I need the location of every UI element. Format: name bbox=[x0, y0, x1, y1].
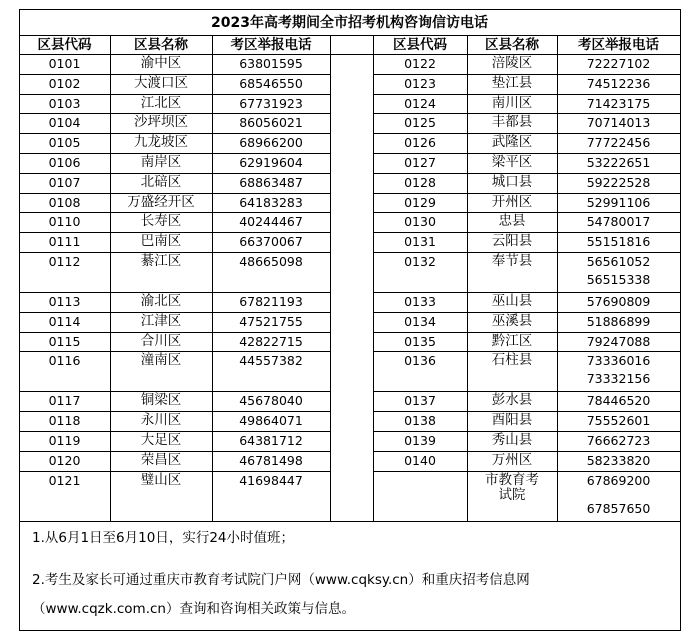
row-phone-left: 67821193 bbox=[239, 294, 303, 309]
row-phone-left: 40244467 bbox=[239, 214, 303, 230]
row-name-right: 涪陵区 bbox=[491, 55, 533, 71]
row-code-right: 0125 bbox=[404, 115, 436, 131]
row-name-right: 开州区 bbox=[491, 193, 533, 210]
row-phone-right: 77722456 bbox=[586, 135, 651, 151]
title-divider bbox=[19, 35, 681, 36]
row-code-right: 0129 bbox=[404, 194, 436, 210]
row-name-left: 大渡口区 bbox=[134, 74, 188, 91]
header-phone-right: 考区举报电话 bbox=[578, 37, 659, 53]
row-code-left: 0105 bbox=[48, 135, 81, 151]
row-phone-right: 67857650 bbox=[586, 500, 651, 516]
column-divider-left bbox=[330, 35, 331, 521]
row-phone-left: 47521755 bbox=[239, 313, 303, 329]
row-code-left: 0114 bbox=[48, 313, 81, 329]
row-name-left: 江北区 bbox=[140, 94, 182, 111]
row-phone-left: 63801595 bbox=[239, 56, 303, 71]
row-name-right: 垫江县 bbox=[491, 74, 533, 91]
row-code-left: 0113 bbox=[48, 294, 81, 309]
row-phone-left: 68546550 bbox=[239, 75, 303, 91]
row-phone-right: 59222528 bbox=[586, 174, 651, 190]
row-code-right: 0134 bbox=[404, 313, 436, 329]
row-phone-left: 68966200 bbox=[239, 135, 303, 151]
row-phone-right: 72227102 bbox=[586, 56, 651, 71]
row-name-left: 铜梁区 bbox=[140, 392, 182, 409]
row-name-right: 万州区 bbox=[491, 451, 533, 468]
row-name-left: 南岸区 bbox=[140, 154, 182, 170]
row-name-right: 奉节县 bbox=[491, 253, 533, 269]
row-name-left: 潼南区 bbox=[140, 352, 182, 369]
row-phone-right: 73336016 bbox=[586, 353, 651, 369]
row-phone-left: 86056021 bbox=[239, 115, 303, 131]
row-code-left: 0110 bbox=[48, 214, 81, 230]
row-code-right: 0139 bbox=[404, 433, 436, 448]
row-phone-right: 74512236 bbox=[586, 75, 651, 91]
row-name-left: 合川区 bbox=[140, 332, 182, 349]
row-phone-left: 45678040 bbox=[239, 393, 303, 409]
row-name-right: 梁平区 bbox=[491, 154, 533, 170]
row-name-left: 巴南区 bbox=[140, 233, 182, 250]
row-code-right: 0133 bbox=[404, 294, 436, 309]
row-phone-right: 56515338 bbox=[586, 272, 651, 287]
row-code-right: 0132 bbox=[404, 254, 436, 269]
row-phone-left: 46781498 bbox=[239, 452, 303, 468]
row-phone-left: 64381712 bbox=[239, 433, 303, 448]
row-phone-left: 48665098 bbox=[239, 254, 303, 269]
row-code-right: 0130 bbox=[404, 214, 436, 230]
note-1: 1.从6月1日至6月10日，实行24小时值班； bbox=[32, 530, 295, 546]
row-code-right: 0122 bbox=[404, 56, 436, 71]
row-name-right: 黔江区 bbox=[491, 332, 533, 349]
row-code-left: 0117 bbox=[48, 393, 81, 409]
row-phone-right: 78446520 bbox=[586, 393, 651, 409]
row-phone-left: 66370067 bbox=[239, 234, 303, 250]
row-name-left: 万盛经开区 bbox=[127, 193, 195, 210]
row-code-left: 0103 bbox=[48, 95, 81, 111]
row-phone-left: 68863487 bbox=[239, 174, 303, 190]
row-phone-right: 75552601 bbox=[586, 413, 651, 429]
row-name-left: 沙坪坝区 bbox=[134, 114, 188, 131]
row-phone-right: 70714013 bbox=[586, 115, 651, 131]
row-phone-left: 42822715 bbox=[239, 333, 303, 349]
row-name-left: 北碚区 bbox=[140, 173, 182, 190]
header-name-left: 区县名称 bbox=[134, 37, 188, 53]
row-name-right: 云阳县 bbox=[491, 233, 533, 250]
header-code-right: 区县代码 bbox=[393, 37, 447, 53]
row-name-right: 忠县 bbox=[498, 213, 526, 230]
row-name-left: 荣昌区 bbox=[140, 451, 182, 468]
row-name-right: 秀山县 bbox=[491, 432, 533, 448]
row-phone-right: 51886899 bbox=[586, 313, 651, 329]
row-phone-left: 44557382 bbox=[239, 353, 303, 369]
row-phone-right: 76662723 bbox=[586, 433, 651, 448]
row-name-left: 长寿区 bbox=[140, 213, 182, 230]
row-phone-right: 57690809 bbox=[586, 294, 651, 309]
row-code-right: 0131 bbox=[404, 234, 436, 250]
row-code-right: 0128 bbox=[404, 174, 436, 190]
row-code-left: 0101 bbox=[48, 56, 81, 71]
row-name-left: 永川区 bbox=[140, 412, 182, 429]
row-phone-right: 52991106 bbox=[586, 194, 651, 210]
row-phone-left: 41698447 bbox=[239, 472, 303, 488]
row-name-right: 酉阳县 bbox=[491, 412, 533, 429]
row-code-right: 0137 bbox=[404, 393, 436, 409]
row-code-left: 0108 bbox=[48, 194, 81, 210]
row-code-right: 0140 bbox=[404, 452, 436, 468]
row-phone-right: 54780017 bbox=[586, 214, 651, 230]
row-phone-left: 62919604 bbox=[239, 155, 303, 170]
row-phone-right: 67869200 bbox=[586, 472, 651, 488]
row-code-left: 0116 bbox=[48, 353, 81, 369]
row-phone-left: 64183283 bbox=[239, 194, 303, 210]
row-divider-right bbox=[373, 212, 680, 213]
row-code-left: 0120 bbox=[48, 452, 81, 468]
row-phone-right: 79247088 bbox=[586, 333, 651, 349]
row-code-left: 0111 bbox=[48, 234, 81, 250]
row-phone-right: 53222651 bbox=[586, 155, 651, 170]
row-code-left: 0104 bbox=[48, 115, 81, 131]
notes-divider bbox=[19, 521, 681, 522]
row-phone-right: 73332156 bbox=[586, 371, 651, 387]
row-code-right: 0138 bbox=[404, 413, 436, 429]
row-phone-right: 71423175 bbox=[586, 95, 651, 111]
row-phone-right: 56561052 bbox=[586, 254, 651, 269]
row-name-right: 丰都县 bbox=[491, 114, 533, 131]
row-name-left: 九龙坡区 bbox=[134, 134, 188, 151]
header-divider bbox=[19, 54, 681, 55]
row-name-left: 綦江区 bbox=[140, 253, 182, 269]
table-border-right bbox=[680, 9, 681, 630]
row-code-right: 0127 bbox=[404, 155, 436, 170]
row-code-right: 0124 bbox=[404, 95, 436, 111]
row-code-left: 0112 bbox=[48, 254, 81, 269]
row-code-right: 0136 bbox=[404, 353, 436, 369]
row-code-left: 0106 bbox=[48, 155, 81, 170]
row-code-left: 0118 bbox=[48, 413, 81, 429]
row-name-right: 武隆区 bbox=[491, 134, 533, 151]
row-name-right: 巫山县 bbox=[491, 293, 533, 309]
note-2: 2.考生及家长可通过重庆市教育考试院门户网（www.cqksy.cn）和重庆招考信息网 bbox=[32, 572, 530, 588]
row-name-right: 南川区 bbox=[491, 94, 533, 111]
row-name-left: 渝北区 bbox=[140, 293, 182, 309]
row-code-left: 0119 bbox=[48, 433, 81, 448]
row-name-left: 渝中区 bbox=[140, 55, 182, 71]
row-name-right: 城口县 bbox=[491, 173, 533, 190]
header-name-right: 区县名称 bbox=[485, 37, 539, 53]
row-name-right: 石柱县 bbox=[491, 352, 533, 369]
table-border-top bbox=[19, 9, 681, 10]
row-code-right: 0135 bbox=[404, 333, 436, 349]
row-code-left: 0121 bbox=[48, 472, 81, 488]
document-title: 2023年高考期间全市招考机构咨询信访电话 bbox=[211, 15, 488, 31]
header-phone-left: 考区举报电话 bbox=[230, 37, 312, 53]
row-code-right: 0126 bbox=[404, 135, 436, 151]
row-name-left: 大足区 bbox=[140, 432, 182, 448]
row-code-left: 0102 bbox=[48, 75, 81, 91]
row-name-right: 市教育考试院 bbox=[485, 471, 539, 503]
header-code-left: 区县代码 bbox=[37, 37, 92, 53]
row-name-left: 江津区 bbox=[140, 312, 182, 329]
row-code-left: 0107 bbox=[48, 174, 81, 190]
row-name-left: 璧山区 bbox=[140, 471, 182, 488]
row-phone-right: 55151816 bbox=[586, 234, 651, 250]
row-phone-left: 67731923 bbox=[239, 95, 303, 111]
row-phone-left: 49864071 bbox=[239, 413, 303, 429]
row-code-right: 0123 bbox=[404, 75, 436, 91]
row-name-right: 彭水县 bbox=[491, 392, 533, 409]
row-code-left: 0115 bbox=[48, 333, 81, 349]
row-phone-right: 58233820 bbox=[586, 452, 651, 468]
table-border-bottom bbox=[19, 630, 681, 631]
row-name-right: 巫溪县 bbox=[491, 312, 533, 329]
note-3: （www.cqzk.com.cn）查询和咨询相关政策与信息。 bbox=[32, 601, 355, 617]
